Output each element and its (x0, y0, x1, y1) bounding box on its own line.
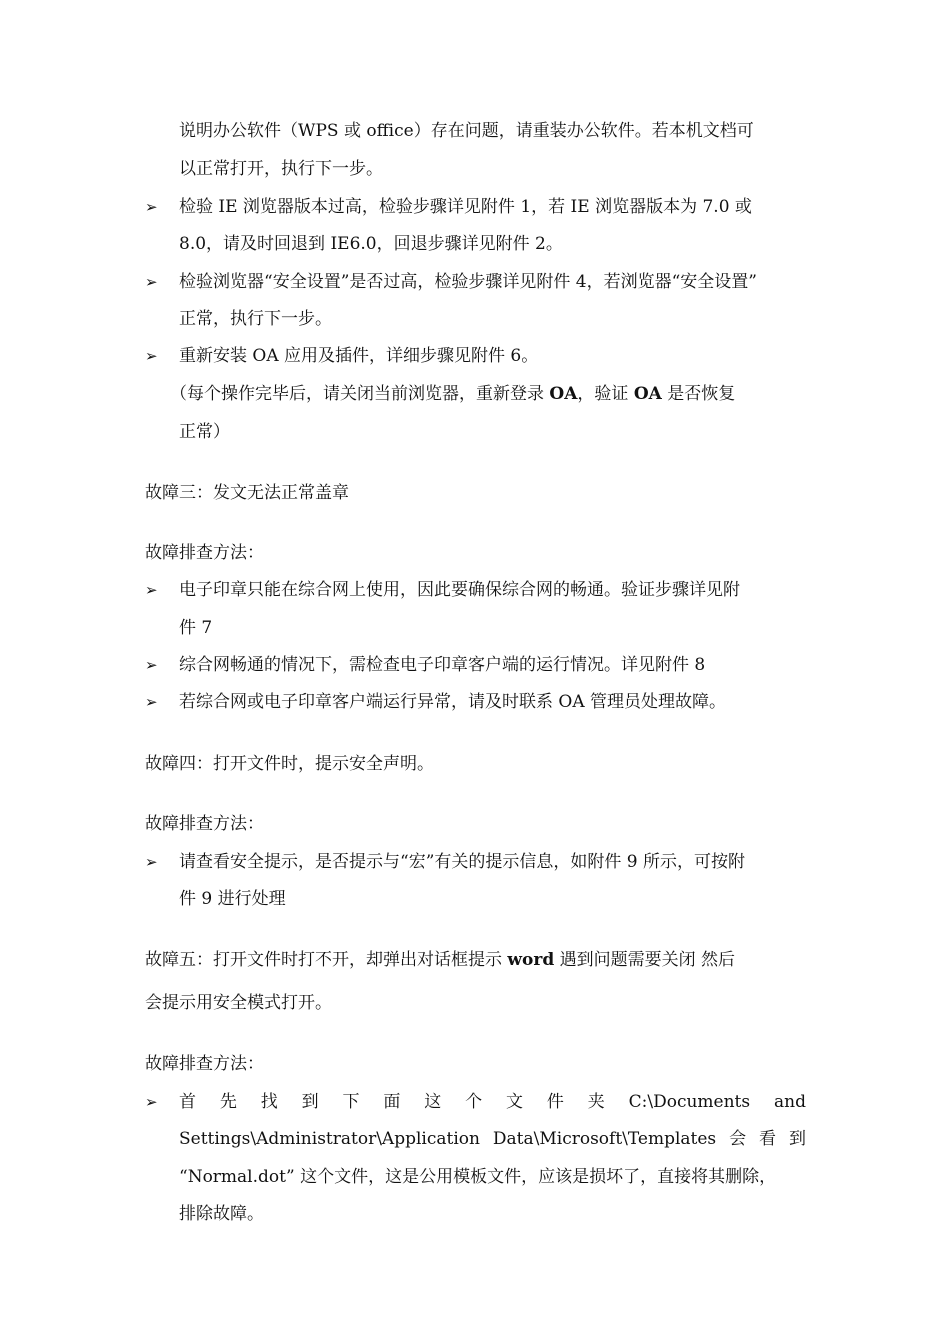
paragraph-line: 以正常打开，执行下一步。 (179, 159, 383, 179)
bullet-arrow-icon: ➢ (145, 1093, 158, 1111)
word: 面 (383, 1092, 401, 1112)
bullet-item-line: 请查看安全提示，是否提示与“宏”有关的提示信息，如附件 9 所示，可按附 (179, 852, 746, 872)
bullet-item-line: 检验 IE 浏览器版本过高，检验步骤详见附件 1，若 IE 浏览器版本为 7.0 或 (179, 197, 752, 217)
word: 夹 (587, 1092, 605, 1112)
bullet-item-line: 8.0，请及时回退到 IE6.0，回退步骤详见附件 2。 (179, 234, 563, 254)
bullet-arrow-icon: ➢ (145, 198, 158, 216)
bullet-item-line (179, 1127, 806, 1151)
bullet-item-line: 电子印章只能在综合网上使用，因此要确保综合网的畅通。验证步骤详见附 (179, 580, 740, 600)
note-bold-oa: OA (549, 384, 578, 404)
bullet-arrow-icon: ➢ (145, 853, 158, 871)
word: 件 (546, 1092, 564, 1112)
bullet-arrow-icon: ➢ (145, 581, 158, 599)
bullet-item-line: 检验浏览器“安全设置”是否过高，检验步骤详见附件 4，若浏览器“安全设置” (179, 272, 757, 292)
word: 个 (465, 1092, 483, 1112)
section-heading: 故障三：发文无法正常盖章 (145, 483, 349, 503)
word: 会 (729, 1129, 747, 1149)
note-text: ，验证 (577, 384, 634, 404)
section-heading (145, 948, 735, 972)
bullet-item-line: 排除故障。 (179, 1204, 264, 1224)
bullet-arrow-icon: ➢ (145, 273, 158, 291)
section-heading: 会提示用安全模式打开。 (145, 993, 332, 1013)
note-line (170, 382, 735, 406)
heading-bold-word: word (507, 950, 555, 970)
word: Data\Microsoft\Templates (492, 1129, 717, 1149)
bullet-item-line: 件 7 (179, 618, 213, 638)
word: 到 (301, 1092, 319, 1112)
note-text: 是否恢复 (661, 384, 736, 404)
word: 这 (424, 1092, 442, 1112)
word: 先 (219, 1092, 237, 1112)
note-text: （每个操作完毕后，请关闭当前浏览器，重新登录 (170, 384, 550, 404)
bullet-arrow-icon: ➢ (145, 347, 158, 365)
word: 找 (260, 1092, 278, 1112)
bullet-item-line (179, 1090, 806, 1114)
bullet-arrow-icon: ➢ (145, 656, 158, 674)
word: 下 (342, 1092, 360, 1112)
word: 文 (506, 1092, 523, 1112)
heading-text: 遇到问题需要关闭 然后 (554, 950, 736, 970)
word: Settings\Administrator\Application (179, 1129, 480, 1149)
word: C:\Documents (628, 1092, 751, 1112)
note-bold-oa: OA (633, 384, 662, 404)
bullet-item-line: 正常，执行下一步。 (179, 309, 332, 329)
word: 看 (759, 1129, 777, 1149)
bullet-arrow-icon: ➢ (145, 693, 158, 711)
bullet-item-line: 综合网畅通的情况下，需检查电子印章客户端的运行情况。详见附件 8 (179, 655, 706, 675)
word: 首 (179, 1092, 196, 1112)
paragraph-line: 说明办公软件（WPS 或 office）存在问题，请重装办公软件。若本机文档可 (179, 121, 754, 141)
heading-text: 故障五：打开文件时打不开，却弹出对话框提示 (145, 950, 508, 970)
method-label: 故障排查方法： (145, 543, 264, 563)
word: and (773, 1092, 806, 1112)
word: 到 (788, 1129, 806, 1149)
section-heading: 故障四：打开文件时，提示安全声明。 (145, 754, 434, 774)
note-line: 正常） (179, 422, 230, 442)
method-label: 故障排查方法： (145, 814, 264, 834)
bullet-item-line: 件 9 进行处理 (179, 889, 286, 909)
bullet-item-line: 若综合网或电子印章客户端运行异常，请及时联系 OA 管理员处理故障。 (179, 692, 727, 712)
bullet-item-line: 重新安装 OA 应用及插件，详细步骤见附件 6。 (179, 346, 539, 366)
bullet-item-line: “Normal.dot” 这个文件，这是公用模板文件，应该是损坏了，直接将其删除， (179, 1167, 777, 1187)
method-label: 故障排查方法： (145, 1054, 264, 1074)
